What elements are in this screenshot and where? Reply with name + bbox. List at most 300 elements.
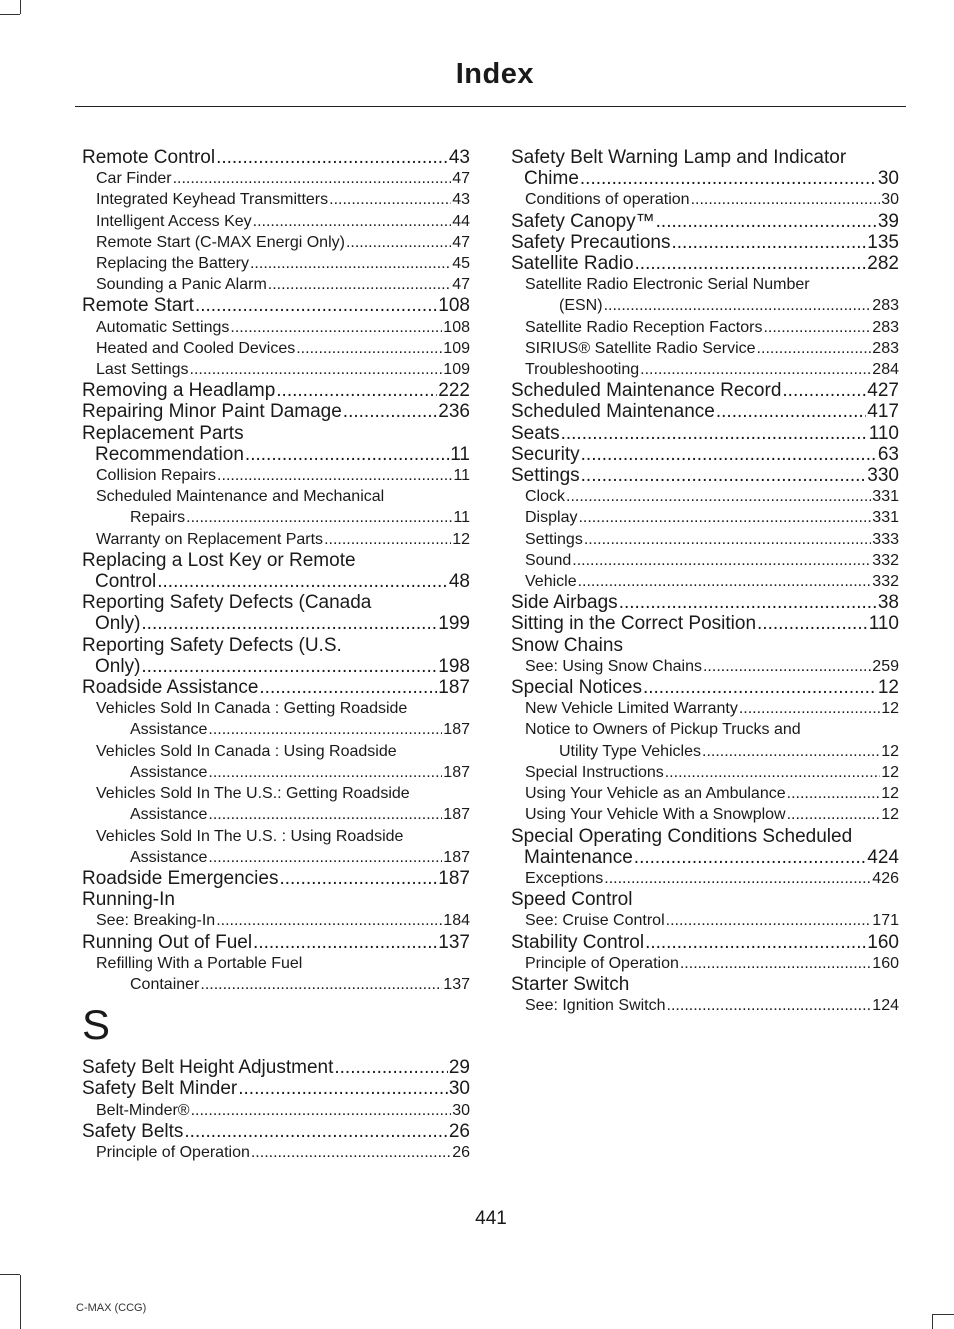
entry-line <box>511 847 899 868</box>
entry-line <box>96 168 470 189</box>
index-entry <box>511 974 899 995</box>
entry-heading: Vehicles Sold In The U.S. : Using Roadside <box>96 827 404 845</box>
leader-dots <box>324 529 451 545</box>
entry-page-number: 184 <box>443 912 470 930</box>
entry-page-number: 39 <box>877 210 899 232</box>
entry-heading: Notice to Owners of Pickup Trucks and <box>525 721 801 739</box>
entry-text: Utility Type Vehicles <box>559 742 701 760</box>
entry-line <box>511 253 899 274</box>
entry-line <box>511 613 899 634</box>
index-entry <box>82 189 470 210</box>
index-entry <box>82 592 470 634</box>
index-entry <box>511 401 899 422</box>
leader-dots <box>716 401 866 420</box>
entry-line <box>525 804 899 825</box>
index-entry <box>511 635 899 656</box>
entry-text: Side Airbags <box>511 592 618 614</box>
entry-heading: Snow Chains <box>511 634 623 656</box>
index-entry <box>82 253 470 274</box>
entry-line <box>511 592 899 613</box>
leader-dots <box>634 847 867 866</box>
entry-text: Belt-Minder® <box>96 1101 190 1119</box>
crop-mark <box>20 0 21 14</box>
index-entry <box>82 1142 470 1163</box>
entry-line <box>96 507 470 528</box>
entry-page-number: 187 <box>438 867 470 889</box>
entry-line <box>82 613 470 634</box>
entry-line <box>96 1142 470 1163</box>
leader-dots <box>251 1142 451 1158</box>
leader-dots <box>253 932 437 951</box>
entry-text: Chime <box>524 168 579 190</box>
entry-page-number: 236 <box>438 401 470 423</box>
index-entry <box>511 826 899 868</box>
entry-page-number: 26 <box>448 1120 470 1142</box>
leader-dots <box>238 1078 448 1097</box>
entry-text: See: Cruise Control <box>525 912 665 930</box>
entry-line <box>96 847 470 868</box>
leader-dots <box>250 253 451 269</box>
index-entry <box>511 507 899 528</box>
entry-text: Special Instructions <box>525 763 664 781</box>
index-entry <box>82 868 470 889</box>
entry-text: Principle of Operation <box>96 1143 250 1161</box>
entry-text: Satellite Radio <box>511 253 634 275</box>
leader-dots <box>245 444 449 463</box>
index-entry <box>82 211 470 232</box>
index-entry <box>82 401 470 422</box>
index-entry <box>82 1100 470 1121</box>
leader-dots <box>296 338 442 354</box>
leader-dots <box>578 571 872 587</box>
entry-page-number: 43 <box>448 147 470 168</box>
entry-text: Roadside Assistance <box>82 677 259 699</box>
entry-text: Principle of Operation <box>525 954 679 972</box>
leader-dots <box>619 592 877 611</box>
leader-dots <box>190 359 443 375</box>
leader-dots <box>703 656 871 672</box>
title-divider <box>75 106 906 107</box>
entry-heading: Replacement Parts <box>82 422 244 444</box>
index-column-left <box>82 147 470 1163</box>
entry-page-number: 12 <box>881 742 899 760</box>
entry-text: Heated and Cooled Devices <box>96 339 296 357</box>
entry-page-number: 426 <box>872 869 899 887</box>
entry-text: Remote Control <box>82 147 216 168</box>
leader-dots <box>217 465 452 481</box>
entry-line <box>82 656 470 677</box>
entry-line <box>96 253 470 274</box>
page-number: 441 <box>475 1208 507 1229</box>
entry-line <box>525 910 899 931</box>
entry-text: Assistance <box>130 721 208 739</box>
crop-mark <box>933 1314 954 1315</box>
index-entry <box>82 550 470 592</box>
entry-text: Settings <box>511 465 580 487</box>
entry-page-number: 110 <box>868 613 899 635</box>
leader-dots <box>253 211 452 227</box>
entry-page-number: 417 <box>867 401 899 423</box>
entry-line <box>96 1100 470 1121</box>
entry-page-number: 108 <box>443 318 470 336</box>
leader-dots <box>216 147 448 166</box>
entry-line <box>82 444 470 465</box>
entry-line <box>525 550 899 571</box>
index-entry <box>82 380 470 401</box>
index-entry <box>511 232 899 253</box>
index-entry <box>511 592 899 613</box>
entry-text: Sound <box>525 551 572 569</box>
entry-page-number: 330 <box>867 465 899 487</box>
leader-dots <box>184 1121 447 1140</box>
index-entry <box>82 698 470 740</box>
entry-line <box>525 507 899 528</box>
entry-line <box>511 677 899 698</box>
entry-text: Assistance <box>130 806 208 824</box>
entry-text: Automatic Settings <box>96 318 230 336</box>
index-entry <box>82 317 470 338</box>
entry-text: Integrated Keyhead Transmitters <box>96 191 329 209</box>
leader-dots <box>763 317 871 333</box>
entry-text: Collision Repairs <box>96 467 217 485</box>
leader-dots <box>787 783 881 799</box>
entry-line <box>82 147 470 168</box>
leader-dots <box>141 613 437 632</box>
entry-line <box>96 529 470 550</box>
entry-line <box>525 295 899 316</box>
entry-page-number: 108 <box>438 295 470 317</box>
leader-dots <box>580 168 877 187</box>
index-entry <box>82 635 470 677</box>
entry-heading: Replacing a Lost Key or Remote <box>82 549 356 571</box>
entry-line <box>511 465 899 486</box>
index-entry <box>511 147 899 189</box>
leader-dots <box>208 762 442 778</box>
entry-line <box>82 1078 470 1099</box>
entry-page-number: 12 <box>881 763 899 781</box>
entry-page-number: 48 <box>448 571 470 593</box>
entry-page-number: 109 <box>443 339 470 357</box>
leader-dots <box>643 677 877 696</box>
entry-page-number: 29 <box>448 1057 470 1079</box>
entry-text: SIRIUS® Satellite Radio Service <box>525 339 756 357</box>
index-entry <box>511 953 899 974</box>
leader-dots <box>691 189 881 205</box>
index-entries-s-continued <box>511 147 899 1016</box>
leader-dots <box>561 423 868 442</box>
index-entry <box>82 910 470 931</box>
entry-text: Remote Start (C-MAX Energi Only) <box>96 233 345 251</box>
leader-dots <box>230 317 442 333</box>
entry-page-number: 427 <box>867 380 899 402</box>
entry-line <box>96 232 470 253</box>
entry-page-number: 331 <box>872 488 899 506</box>
entry-page-number: 38 <box>877 592 899 614</box>
leader-dots <box>208 719 442 735</box>
entry-page-number: 47 <box>452 170 470 188</box>
index-entry <box>511 317 899 338</box>
entry-line <box>96 974 470 995</box>
entry-line <box>96 465 470 486</box>
crop-mark <box>20 1275 21 1329</box>
entry-text: Scheduled Maintenance Record <box>511 380 782 402</box>
entry-page-number: 44 <box>452 212 470 230</box>
entry-page-number: 171 <box>872 912 899 930</box>
entry-line <box>96 338 470 359</box>
entry-page-number: 187 <box>438 677 470 699</box>
index-entry <box>511 698 899 719</box>
entry-page-number: 332 <box>872 573 899 591</box>
entry-page-number: 333 <box>872 530 899 548</box>
index-entry <box>511 571 899 592</box>
entry-text: Clock <box>525 488 566 506</box>
leader-dots <box>757 338 872 354</box>
entry-text: See: Ignition Switch <box>525 997 666 1015</box>
entry-page-number: 12 <box>881 785 899 803</box>
entry-heading: Special Operating Conditions Scheduled <box>511 825 853 847</box>
entry-line <box>525 953 899 974</box>
leader-dots <box>635 253 867 272</box>
index-entry <box>82 1121 470 1142</box>
entry-text: Satellite Radio Reception Factors <box>525 318 763 336</box>
entry-text: Safety Belt Minder <box>82 1078 238 1100</box>
index-entry <box>82 423 470 465</box>
leader-dots <box>680 953 871 969</box>
entry-text: Assistance <box>130 848 208 866</box>
entry-heading: Vehicles Sold In Canada : Getting Roadside <box>96 700 408 718</box>
index-entry <box>511 889 899 910</box>
index-entry <box>82 889 470 910</box>
entry-page-number: 187 <box>443 763 470 781</box>
entry-text: Security <box>511 443 580 465</box>
index-entry <box>511 380 899 401</box>
index-entry <box>511 719 899 761</box>
index-entry <box>82 1078 470 1099</box>
index-entry <box>511 762 899 783</box>
index-entry <box>511 189 899 210</box>
index-entry <box>82 486 470 528</box>
leader-dots <box>191 1100 452 1116</box>
entry-text: Repairing Minor Paint Damage <box>82 401 342 423</box>
entry-heading: Vehicles Sold In Canada : Using Roadside <box>96 742 397 760</box>
entry-line <box>525 762 899 783</box>
entry-text: Display <box>525 509 578 527</box>
entry-page-number: 30 <box>448 1078 470 1100</box>
entry-page-number: 30 <box>881 191 899 209</box>
entry-line <box>511 444 899 465</box>
index-entry <box>82 953 470 995</box>
entry-text: Intelligent Access Key <box>96 212 252 230</box>
entry-text: Last Settings <box>96 361 189 379</box>
entry-text: Remote Start <box>82 295 194 317</box>
leader-dots <box>279 868 437 887</box>
entry-line <box>96 359 470 380</box>
entry-line <box>96 189 470 210</box>
entry-text: Using Your Vehicle With a Snowplow <box>525 806 786 824</box>
entry-page-number: 47 <box>452 276 470 294</box>
index-entries-s <box>82 1057 470 1163</box>
entry-line <box>82 868 470 889</box>
entry-line <box>96 910 470 931</box>
entry-line <box>511 423 899 444</box>
entry-text: Control <box>95 571 157 593</box>
entry-text: Repairs <box>130 509 186 527</box>
entry-line <box>525 359 899 380</box>
entry-page-number: 11 <box>450 443 470 465</box>
entry-text: Warranty on Replacement Parts <box>96 530 324 548</box>
entry-text: Stability Control <box>511 931 645 953</box>
entry-page-number: 160 <box>867 931 899 953</box>
entry-page-number: 135 <box>867 231 899 253</box>
leader-dots <box>329 189 451 205</box>
index-entry <box>511 486 899 507</box>
entry-text: Assistance <box>130 763 208 781</box>
entry-line <box>525 486 899 507</box>
entry-line <box>96 211 470 232</box>
entry-line <box>525 317 899 338</box>
leader-dots <box>276 380 437 399</box>
index-entry <box>511 444 899 465</box>
entry-text: Settings <box>525 530 583 548</box>
entry-page-number: 222 <box>438 380 470 402</box>
entry-line <box>82 571 470 592</box>
index-entry <box>82 1057 470 1078</box>
entry-page-number: 187 <box>443 848 470 866</box>
index-entry <box>511 338 899 359</box>
entry-page-number: 259 <box>872 657 899 675</box>
index-entry <box>82 677 470 698</box>
index-entry <box>511 932 899 953</box>
index-entry <box>511 804 899 825</box>
index-entry <box>511 529 899 550</box>
index-entry <box>511 423 899 444</box>
leader-dots <box>757 613 868 632</box>
entry-line <box>96 804 470 825</box>
entry-text: Using Your Vehicle as an Ambulance <box>525 785 786 803</box>
entry-page-number: 47 <box>452 233 470 251</box>
entry-line <box>525 995 899 1016</box>
index-entry <box>82 359 470 380</box>
entry-page-number: 124 <box>872 997 899 1015</box>
page-title: Index <box>455 58 534 90</box>
entry-text: Removing a Headlamp <box>82 380 276 402</box>
leader-dots <box>667 995 872 1011</box>
index-entry <box>82 529 470 550</box>
entry-line <box>525 529 899 550</box>
index-entry <box>511 783 899 804</box>
entry-text: Maintenance <box>524 846 633 868</box>
entry-page-number: 12 <box>881 700 899 718</box>
entry-text: Safety Precautions <box>511 231 671 253</box>
crop-mark <box>932 1314 933 1329</box>
entry-line <box>511 401 899 422</box>
section-letter: S <box>82 1001 111 1049</box>
crop-mark <box>0 1274 20 1275</box>
entry-line <box>82 1121 470 1142</box>
leader-dots <box>645 932 866 951</box>
entry-line <box>525 698 899 719</box>
index-entry <box>82 465 470 486</box>
leader-dots <box>787 804 881 820</box>
entry-line <box>82 932 470 953</box>
entry-heading: Scheduled Maintenance and Mechanical <box>96 488 385 506</box>
index-entry <box>82 741 470 783</box>
leader-dots <box>259 677 437 696</box>
leader-dots <box>578 507 871 523</box>
index-entry <box>511 868 899 889</box>
index-entry <box>511 465 899 486</box>
leader-dots <box>584 529 871 545</box>
entry-line <box>511 932 899 953</box>
leader-dots <box>141 656 437 675</box>
leader-dots <box>334 1057 447 1076</box>
entry-line <box>525 741 899 762</box>
leader-dots <box>186 507 452 523</box>
entry-text: Sounding a Panic Alarm <box>96 276 267 294</box>
entry-heading: Vehicles Sold In The U.S.: Getting Roadside <box>96 785 410 803</box>
entry-line <box>82 295 470 316</box>
index-entry <box>82 232 470 253</box>
index-column-right <box>511 147 899 1016</box>
entry-page-number: 160 <box>872 954 899 972</box>
entry-text: Roadside Emergencies <box>82 867 279 889</box>
entry-text: Sitting in the Correct Position <box>511 613 757 635</box>
entry-text: Only) <box>95 655 141 677</box>
leader-dots <box>173 168 452 184</box>
index-entry <box>511 613 899 634</box>
entry-heading: Running-In <box>82 889 175 911</box>
entry-line <box>82 401 470 422</box>
leader-dots <box>343 401 438 420</box>
entry-text: Running Out of Fuel <box>82 931 253 953</box>
entry-line <box>96 719 470 740</box>
entry-page-number: 283 <box>872 339 899 357</box>
leader-dots <box>346 232 451 248</box>
entry-page-number: 11 <box>453 509 470 527</box>
entry-line <box>511 211 899 232</box>
entry-line <box>525 868 899 889</box>
index-entry <box>511 274 899 316</box>
entry-line <box>511 232 899 253</box>
entry-page-number: 43 <box>452 191 470 209</box>
entry-line <box>525 656 899 677</box>
entry-text: Special Notices <box>511 677 642 699</box>
entry-page-number: 30 <box>877 168 899 190</box>
entry-page-number: 137 <box>438 931 470 953</box>
index-entry <box>511 211 899 232</box>
entry-line <box>511 168 899 189</box>
leader-dots <box>782 380 866 399</box>
index-entry <box>82 826 470 868</box>
leader-dots <box>195 295 437 314</box>
entry-text: Troubleshooting <box>525 361 640 379</box>
leader-dots <box>671 232 866 251</box>
crop-mark <box>0 14 20 15</box>
entry-heading: Safety Belt Warning Lamp and Indicator <box>511 147 847 168</box>
model-code: C-MAX (CCG) <box>76 1302 147 1314</box>
entry-heading: Reporting Safety Defects (Canada <box>82 592 372 614</box>
index-entry <box>511 253 899 274</box>
index-entry <box>511 656 899 677</box>
entry-line <box>525 338 899 359</box>
index-entry <box>82 932 470 953</box>
entry-text: Safety Canopy™ <box>511 210 655 232</box>
leader-dots <box>200 974 442 990</box>
entry-line <box>82 677 470 698</box>
leader-dots <box>656 211 877 230</box>
entry-line <box>82 380 470 401</box>
index-entry <box>82 338 470 359</box>
